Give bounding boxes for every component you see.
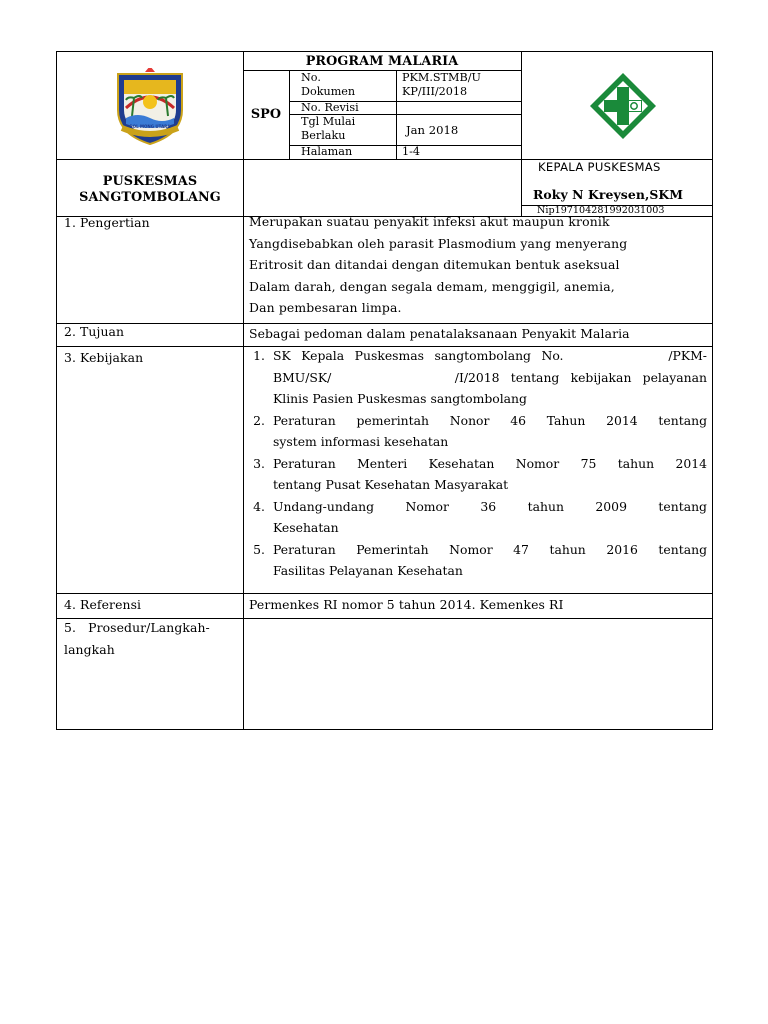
halaman-value: 1-4 [402, 145, 421, 158]
no-dokumen-value: PKM.STMB/U KP/III/2018 [402, 71, 481, 98]
list-item: 2. Peraturan pemerintah Nonor 46 Tahun 2014 tentang system informasi kesehatan [253, 412, 707, 449]
regency-coat-of-arms-icon [112, 68, 188, 146]
spo-document [56, 51, 713, 730]
referensi-text: Permenkes RI nomor 5 tahun 2014. Kemenkes RI [249, 597, 564, 612]
spo-label: SPO [250, 107, 282, 122]
institution-name: PUSKESMAS SANGTOMBOLANG [79, 174, 221, 205]
kebijakan-bottom-line [57, 593, 713, 594]
approval-title: KEPALA PUSKESMAS [538, 160, 661, 174]
pengertian-label: 1. Pengertian [64, 215, 150, 230]
prosedur-label: 5. Prosedur/Langkah- langkah [64, 620, 210, 657]
no-revisi-label: No. Revisi [301, 101, 359, 114]
kebijakan-label: 3. Kebijakan [64, 350, 144, 365]
logo-motto: BOL MONG UTARA [129, 124, 171, 129]
approval-nip: Nip197104281992031003 [537, 205, 665, 216]
list-item: 5. Peraturan Pemerintah Nomor 47 tahun 2016 tentang Fasilitas Pelayanan Kesehatan [253, 541, 707, 578]
halaman-label: Halaman [301, 145, 353, 158]
no-dokumen-label: No. Dokumen [301, 71, 356, 98]
tujuan-label: 2. Tujuan [64, 324, 125, 339]
kebijakan-list [249, 345, 707, 582]
tgl-mulai-value: Jan 2018 [406, 123, 459, 137]
puskesmas-green-cross-icon [588, 71, 658, 141]
main-column-divider [243, 52, 244, 730]
pengertian-text: Merupakan suatau penyakit infeksi akut maupun kronik Yangdisebabkan oleh parasit Plasmodium yang menyerang Eritrosit dan ditandai dengan ditemukan bentuk aseksual Dalam darah, dengan segala demam, menggigil, anemia, Dan pembesaran limpa. [249, 214, 628, 315]
list-item: 1. SK Kepala Puskesmas sangtombolang No. /PKM- BMU/SK/ /I/2018 tentang kebijakan pelayanan Klinis Pasien Puskesmas sangtombolang [253, 348, 707, 406]
approval-name: Roky N Kreysen,SKM [533, 187, 684, 202]
list-item: 3. Peraturan Menteri Kesehatan Nomor 75 tahun 2014 tentang Pusat Kesehatan Masyarakat [253, 455, 707, 492]
tujuan-text: Sebagai pedoman dalam penatalaksanaan Penyakit Malaria [249, 326, 630, 341]
pengertian-bottom-line [57, 323, 713, 324]
header-right-divider [521, 52, 522, 216]
list-item: 4. Undang-undang Nomor 36 tahun 2009 tentang Kesehatan [253, 498, 707, 535]
program-title: PROGRAM MALARIA [305, 54, 459, 69]
tgl-mulai-label: Tgl Mulai Berlaku [301, 115, 356, 142]
referensi-label: 4. Referensi [64, 597, 142, 612]
